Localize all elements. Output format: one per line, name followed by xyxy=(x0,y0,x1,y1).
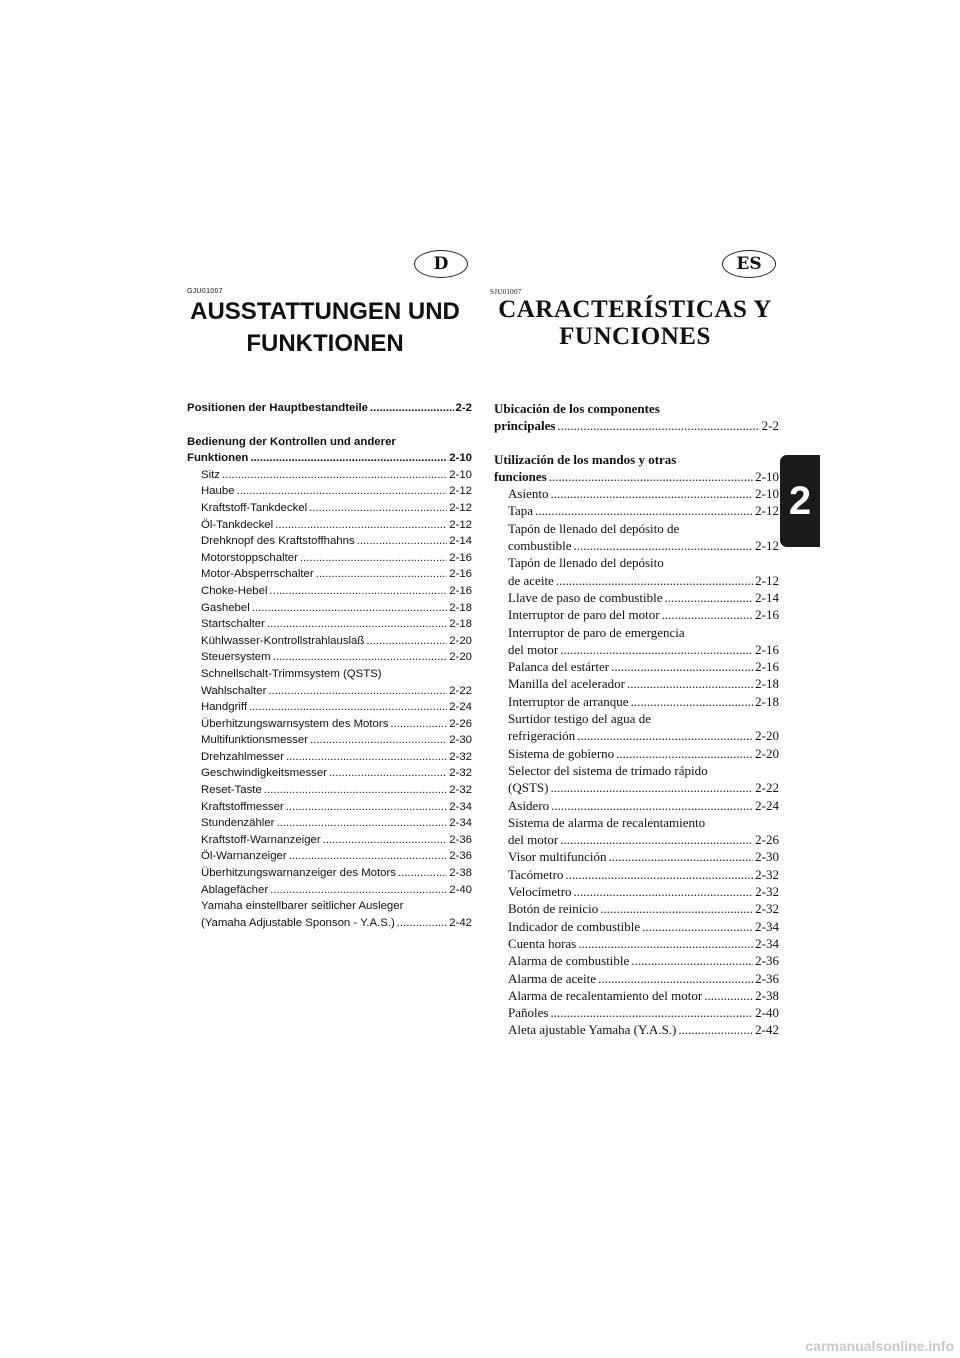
toc-item[interactable] xyxy=(494,502,779,519)
toc-entry-label: Stundenzähler xyxy=(201,817,275,830)
toc-page-number: 2-36 xyxy=(755,970,779,986)
leader-dots xyxy=(609,848,754,865)
language-badge-es: ES xyxy=(722,250,776,278)
toc-entry-label: Llave de paso de combustible xyxy=(508,589,663,605)
toc-page-number: 2-32 xyxy=(449,750,472,763)
toc-item[interactable] xyxy=(494,693,779,710)
toc-page-number: 2-14 xyxy=(449,535,472,548)
leader-dots xyxy=(329,765,447,782)
toc-item[interactable] xyxy=(187,749,472,766)
toc-page-number: 2-42 xyxy=(449,916,472,929)
toc-item[interactable] xyxy=(494,883,779,900)
toc-page-number: 2-34 xyxy=(449,817,472,830)
leader-dots xyxy=(289,848,448,865)
toc-page-number: 2-26 xyxy=(755,832,779,848)
toc-item[interactable] xyxy=(494,572,779,589)
toc-item[interactable] xyxy=(187,533,472,550)
toc-item[interactable] xyxy=(187,500,472,517)
toc-item[interactable] xyxy=(494,589,779,606)
toc-item-label: Surtidor testigo del agua de xyxy=(508,711,651,727)
toc-page-number: 2-32 xyxy=(449,784,472,797)
toc-item[interactable] xyxy=(494,970,779,987)
leader-dots xyxy=(598,970,753,987)
toc-page-number: 2-26 xyxy=(449,717,472,730)
title-line: AUSSTATTUNGEN UND xyxy=(190,298,460,325)
toc-entry-label: Funktionen xyxy=(187,452,249,465)
toc-entry-label: Geschwindigkeitsmesser xyxy=(201,767,327,780)
toc-item[interactable] xyxy=(187,848,472,865)
toc-page-number: 2-12 xyxy=(449,501,472,514)
leader-dots xyxy=(631,952,753,969)
toc-entry-label: del motor xyxy=(508,832,559,848)
leader-dots xyxy=(270,882,447,899)
toc-item[interactable] xyxy=(187,815,472,832)
toc-page-number: 2-20 xyxy=(755,728,779,744)
leader-dots xyxy=(398,865,447,882)
toc-entry-label: Velocímetro xyxy=(508,884,572,900)
toc-entry-label: refrigeración xyxy=(508,728,576,744)
watermark: carmanualsonline.info xyxy=(805,1338,954,1354)
toc-item[interactable] xyxy=(187,832,472,849)
toc-page-number: 2-16 xyxy=(755,607,779,623)
leader-dots xyxy=(550,1004,753,1021)
toc-page-number: 2-22 xyxy=(755,780,779,796)
toc-entry-label: Alarma de combustible xyxy=(508,953,630,969)
toc-item[interactable] xyxy=(187,915,472,932)
toc-entry-label: Drehzahlmesser xyxy=(201,750,284,763)
toc-entry-label: Kraftstoffmesser xyxy=(201,800,284,813)
toc-entry-label: Reset-Taste xyxy=(201,784,262,797)
toc-page-number: 2-32 xyxy=(755,901,779,917)
toc-item-label: Sistema de alarma de recalentamiento xyxy=(508,814,706,830)
toc-page-number: 2-36 xyxy=(755,953,779,969)
toc-entry-label: Öl-Tankdeckel xyxy=(201,518,274,531)
toc-item-label: Schnellschalt-Trimmsystem (QSTS) xyxy=(201,667,382,680)
toc-entry-label: Manilla del acelerador xyxy=(508,676,625,692)
toc-item[interactable] xyxy=(494,606,779,623)
toc-page-number: 2-18 xyxy=(755,676,779,692)
toc-entry-label: Startschalter xyxy=(201,618,265,631)
toc-item[interactable] xyxy=(187,583,472,600)
leader-dots xyxy=(309,500,447,517)
toc-entry-label: (QSTS) xyxy=(508,780,549,796)
toc-item[interactable] xyxy=(187,683,472,700)
toc-entry-label: Positionen der Hauptbestandteile xyxy=(187,402,369,414)
toc-item[interactable] xyxy=(494,935,779,952)
leader-dots xyxy=(286,799,447,816)
toc-entry-label: combustible xyxy=(508,538,572,554)
leader-dots xyxy=(366,633,447,650)
toc-item[interactable] xyxy=(494,641,779,658)
toc-page-number: 2-12 xyxy=(755,538,779,554)
leader-dots xyxy=(357,533,448,550)
leader-dots xyxy=(535,502,753,519)
toc-section-entry[interactable] xyxy=(187,450,472,467)
toc-item[interactable] xyxy=(187,566,472,583)
toc-item[interactable] xyxy=(494,866,779,883)
toc-item[interactable] xyxy=(494,675,779,692)
toc-page-number: 2-30 xyxy=(755,849,779,865)
toc-page-number: 2-36 xyxy=(449,850,472,863)
toc-page-number: 2-18 xyxy=(449,601,472,614)
toc-page-number: 2-38 xyxy=(449,867,472,880)
leader-dots xyxy=(275,517,447,534)
toc-entry-label: Sitz xyxy=(201,468,220,481)
toc-item[interactable] xyxy=(494,1021,779,1038)
toc-entry-label: Alarma de recalentamiento del motor xyxy=(508,987,703,1003)
language-badge-de: D xyxy=(414,250,468,278)
toc-item[interactable] xyxy=(187,550,472,567)
toc-entry-label: Tapa xyxy=(508,503,534,519)
toc-item[interactable] xyxy=(494,745,779,762)
leader-dots xyxy=(276,815,447,832)
toc-item[interactable] xyxy=(494,1004,779,1021)
toc-page-number: 2-12 xyxy=(449,518,472,531)
toc-section-entry[interactable] xyxy=(187,400,472,417)
toc-entry-label: Motorstoppschalter xyxy=(201,551,298,564)
chapter-title-es xyxy=(490,296,780,350)
leader-dots xyxy=(565,866,753,883)
leader-dots xyxy=(250,450,447,467)
leader-dots xyxy=(704,987,753,1004)
toc-entry-label: de aceite xyxy=(508,572,554,588)
leader-dots xyxy=(300,550,447,567)
toc-section-entry[interactable] xyxy=(494,417,779,434)
toc-german xyxy=(187,400,472,931)
leader-dots xyxy=(560,641,753,658)
toc-item[interactable] xyxy=(494,952,779,969)
toc-item[interactable] xyxy=(187,765,472,782)
toc-entry-label: Asiento xyxy=(508,486,549,502)
leader-dots xyxy=(237,483,448,500)
toc-page-number: 2-34 xyxy=(755,918,779,934)
toc-page-number: 2-12 xyxy=(755,503,779,519)
toc-entry-label: Interruptor de arranque xyxy=(508,693,629,709)
toc-item[interactable] xyxy=(494,900,779,917)
toc-entry-label: Handgriff xyxy=(201,701,248,714)
leader-dots xyxy=(286,749,447,766)
toc-item[interactable] xyxy=(494,658,779,675)
toc-entry-label: Botón de reinicio xyxy=(508,901,599,917)
leader-dots xyxy=(662,606,754,623)
toc-entry-label: Multifunktionsmesser xyxy=(201,734,308,747)
leader-dots xyxy=(627,675,753,692)
toc-item[interactable] xyxy=(494,831,779,848)
leader-dots xyxy=(551,797,753,814)
toc-entry-label: Überhitzungswarnanzeiger des Motors xyxy=(201,867,397,880)
toc-entry-label: Tacómetro xyxy=(508,866,564,882)
toc-item[interactable] xyxy=(187,882,472,899)
toc-entry-label: Visor multifunción xyxy=(508,849,607,865)
toc-item[interactable] xyxy=(187,699,472,716)
toc-entry-label: Choke-Hebel xyxy=(201,584,268,597)
leader-dots xyxy=(642,918,753,935)
toc-entry-label: funciones xyxy=(494,468,547,484)
leader-dots xyxy=(316,566,448,583)
toc-page-number: 2-24 xyxy=(755,797,779,813)
toc-item[interactable] xyxy=(494,987,779,1004)
leader-dots xyxy=(310,732,447,749)
toc-section-label: Utilización de los mandos y otras xyxy=(494,451,677,467)
toc-entry-label: Palanca del estárter xyxy=(508,659,610,675)
title-line: CARACTERÍSTICAS Y xyxy=(498,296,772,323)
toc-page-number: 2-18 xyxy=(755,693,779,709)
section-code-de: GJU01007 xyxy=(187,288,223,295)
toc-item[interactable] xyxy=(494,485,779,502)
toc-item[interactable] xyxy=(187,649,472,666)
chapter-tab: 2 xyxy=(780,455,820,547)
toc-entry-label: Kraftstoff-Tankdeckel xyxy=(201,501,308,514)
toc-entry-label: Cuenta horas xyxy=(508,935,577,951)
leader-dots xyxy=(556,572,753,589)
leader-dots xyxy=(268,683,447,700)
toc-entry-label: Gashebel xyxy=(201,601,250,614)
leader-dots xyxy=(665,589,754,606)
toc-entry-label: Pañoles xyxy=(508,1005,549,1021)
toc-page-number: 2-40 xyxy=(755,1005,779,1021)
toc-entry-label: Kühlwasser-Kontrollstrahlauslaß xyxy=(201,634,365,647)
toc-item[interactable] xyxy=(187,732,472,749)
toc-entry-label: Ablagefächer xyxy=(201,883,269,896)
toc-page-number: 2-10 xyxy=(755,468,779,484)
toc-item[interactable] xyxy=(494,848,779,865)
toc-page-number: 2-34 xyxy=(449,800,472,813)
toc-entry-label: Interruptor de paro del motor xyxy=(508,607,660,623)
toc-entry-label: Motor-Absperrschalter xyxy=(201,568,314,581)
toc-entry-label: Drehknopf des Kraftstoffhahns xyxy=(201,535,355,548)
leader-dots xyxy=(249,699,447,716)
toc-entry-label: Haube xyxy=(201,485,235,498)
toc-section-entry[interactable] xyxy=(494,468,779,485)
toc-page-number: 2-16 xyxy=(449,584,472,597)
toc-item-label: Tapón de llenado del depósito de xyxy=(508,520,680,536)
toc-entry-label: Alarma de aceite xyxy=(508,970,597,986)
leader-dots xyxy=(560,831,753,848)
toc-entry-label: del motor xyxy=(508,641,559,657)
chapter-title-de xyxy=(180,296,470,360)
toc-page-number: 2-32 xyxy=(755,884,779,900)
toc-spanish xyxy=(494,400,779,1039)
toc-item[interactable] xyxy=(187,517,472,534)
toc-page-number: 2-20 xyxy=(755,745,779,761)
toc-page-number: 2-14 xyxy=(755,589,779,605)
toc-page-number: 2-40 xyxy=(449,883,472,896)
toc-item[interactable] xyxy=(187,467,472,484)
toc-item[interactable] xyxy=(187,799,472,816)
leader-dots xyxy=(549,468,753,485)
toc-section-label: Bedienung der Kontrollen und anderer xyxy=(187,435,396,448)
toc-page-number: 2-32 xyxy=(449,767,472,780)
toc-item[interactable] xyxy=(187,633,472,650)
leader-dots xyxy=(557,417,759,434)
leader-dots xyxy=(616,745,753,762)
leader-dots xyxy=(600,900,753,917)
toc-item[interactable] xyxy=(494,797,779,814)
toc-page-number: 2-10 xyxy=(449,452,472,465)
toc-page-number: 2-38 xyxy=(755,987,779,1003)
toc-entry-label: Wahlschalter xyxy=(201,684,267,697)
toc-item[interactable] xyxy=(494,918,779,935)
toc-item-label: Yamaha einstellbarer seitlicher Ausleger xyxy=(201,900,404,913)
toc-item[interactable] xyxy=(187,483,472,500)
leader-dots xyxy=(611,658,753,675)
leader-dots xyxy=(577,727,753,744)
toc-page-number: 2-36 xyxy=(449,833,472,846)
toc-page-number: 2-20 xyxy=(449,651,472,664)
leader-dots xyxy=(269,583,447,600)
toc-section-label: Ubicación de los componentes xyxy=(494,401,660,416)
leader-dots xyxy=(550,779,753,796)
toc-entry-label: (Yamaha Adjustable Sponson - Y.A.S.) xyxy=(201,916,395,929)
toc-entry-label: Indicador de combustible xyxy=(508,918,641,934)
leader-dots xyxy=(550,485,753,502)
toc-page-number: 2-16 xyxy=(755,641,779,657)
leader-dots xyxy=(264,782,447,799)
leader-dots xyxy=(273,649,448,666)
toc-entry-label: Kraftstoff-Warnanzeiger xyxy=(201,833,321,846)
title-line: FUNCIONES xyxy=(559,323,711,350)
toc-item[interactable] xyxy=(494,537,779,554)
toc-page-number: 2-2 xyxy=(761,418,779,434)
toc-page-number: 2-22 xyxy=(449,684,472,697)
toc-item[interactable] xyxy=(187,616,472,633)
title-line: FUNKTIONEN xyxy=(246,330,404,357)
toc-page-number: 2-16 xyxy=(449,551,472,564)
toc-entry-label: Sistema de gobierno xyxy=(508,745,615,761)
toc-page-number: 2-18 xyxy=(449,618,472,631)
leader-dots xyxy=(678,1021,753,1038)
toc-page-number: 2-42 xyxy=(755,1022,779,1038)
leader-dots xyxy=(578,935,753,952)
leader-dots xyxy=(222,467,447,484)
toc-item-label: Selector del sistema de trimado rápido xyxy=(508,762,708,778)
toc-item[interactable] xyxy=(187,782,472,799)
toc-page-number: 2-16 xyxy=(449,568,472,581)
toc-page-number: 2-30 xyxy=(449,734,472,747)
toc-page-number: 2-16 xyxy=(755,659,779,675)
toc-entry-label: Asidero xyxy=(508,797,550,813)
toc-item-label: Interruptor de paro de emergencia xyxy=(508,624,685,640)
toc-item-label: Tapón de llenado del depósito xyxy=(508,555,664,571)
leader-dots xyxy=(390,716,447,733)
leader-dots xyxy=(267,616,447,633)
toc-page-number: 2-20 xyxy=(449,634,472,647)
toc-page-number: 2-2 xyxy=(455,402,472,414)
toc-item[interactable] xyxy=(187,865,472,882)
toc-item[interactable] xyxy=(187,600,472,617)
leader-dots xyxy=(323,832,448,849)
leader-dots xyxy=(574,883,754,900)
toc-entry-label: Überhitzungswarnsystem des Motors xyxy=(201,717,389,730)
leader-dots xyxy=(397,915,447,932)
leader-dots xyxy=(252,600,447,617)
toc-entry-label: principales xyxy=(494,418,556,434)
toc-item[interactable] xyxy=(494,727,779,744)
toc-page-number: 2-10 xyxy=(449,468,472,481)
section-code-es: SJU01007 xyxy=(490,288,522,296)
toc-page-number: 2-24 xyxy=(449,701,472,714)
toc-entry-label: Steuersystem xyxy=(201,651,271,664)
leader-dots xyxy=(370,400,454,417)
leader-dots xyxy=(574,537,754,554)
toc-page-number: 2-10 xyxy=(755,486,779,502)
toc-entry-label: Öl-Warnanzeiger xyxy=(201,850,287,863)
toc-entry-label: Aleta ajustable Yamaha (Y.A.S.) xyxy=(508,1022,677,1038)
toc-page-number: 2-12 xyxy=(755,572,779,588)
toc-item[interactable] xyxy=(187,716,472,733)
toc-page-number: 2-34 xyxy=(755,935,779,951)
toc-page-number: 2-12 xyxy=(449,485,472,498)
toc-page-number: 2-32 xyxy=(755,866,779,882)
leader-dots xyxy=(631,693,754,710)
toc-item[interactable] xyxy=(494,779,779,796)
